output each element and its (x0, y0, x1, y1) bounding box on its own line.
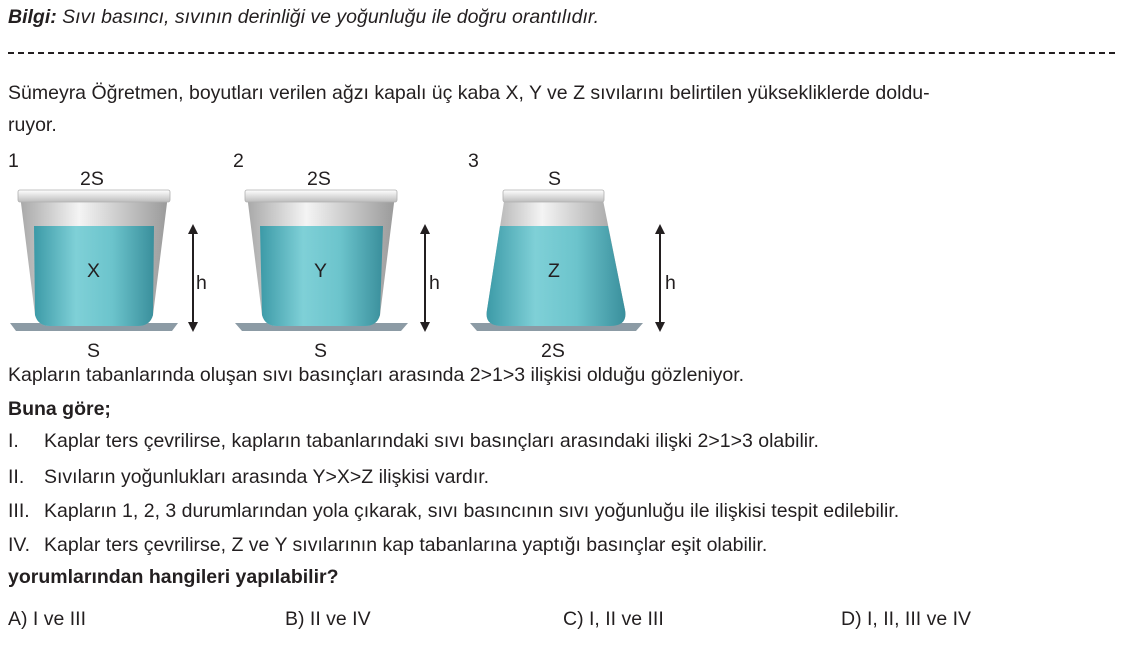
statement-text: Kapların 1, 2, 3 durumlarından yola çıkarak, sıvı basıncının sıvı yoğunluğu ile ilişkisi tespit edilebilir. (44, 500, 900, 522)
containers-figure (0, 140, 760, 362)
observation-text: Kapların tabanlarında oluşan sıvı basınçları arasında 2>1>3 ilişkisi olduğu gözleniyor. (8, 364, 745, 386)
info-label: Bilgi: (8, 6, 57, 28)
liquid-label-x: X (87, 260, 101, 282)
info-line (8, 6, 599, 29)
info-text: Sıvı basıncı, sıvının derinliği ve yoğunluğu ile doğru orantılıdır. (56, 6, 600, 28)
statement-number: IV. (8, 534, 31, 556)
liquid-label-z: Z (548, 260, 560, 282)
intro-line-2: ruyor. (8, 114, 57, 136)
bottom-area-2: S (314, 340, 328, 362)
option-d[interactable]: D) I, II, III ve IV (841, 608, 972, 630)
statement-text: Kaplar ters çevrilirse, Z ve Y sıvılarının kap tabanlarına yaptığı basınçlar eşit olabilir. (44, 534, 768, 556)
container-number-3: 3 (468, 150, 479, 172)
cup-rim-2 (245, 190, 397, 202)
container-number-1: 1 (8, 150, 19, 172)
cup-rim-1 (18, 190, 170, 202)
statement-text: Sıvıların yoğunlukları arasında Y>X>Z ilişkisi vardır. (44, 466, 490, 488)
top-area-3: S (548, 168, 562, 190)
bottom-area-1: S (87, 340, 101, 362)
option-a[interactable]: A) I ve III (8, 608, 87, 630)
top-area-2: 2S (307, 168, 331, 190)
option-b[interactable]: B) II ve IV (285, 608, 371, 630)
container-number-2: 2 (233, 150, 244, 172)
statement-text: Kaplar ters çevrilirse, kapların tabanlarındaki sıvı basınçları arasındaki ilişki 2>1>3 olabilir. (44, 430, 819, 452)
statement-1 (8, 430, 819, 453)
statement-2 (8, 466, 489, 489)
option-c[interactable]: C) I, II ve III (563, 608, 664, 630)
statement-3 (8, 500, 899, 523)
dashed-divider (8, 52, 1115, 54)
liquid-label-y: Y (314, 260, 328, 282)
statement-4 (8, 534, 767, 557)
question-lead: Buna göre; (8, 398, 111, 420)
intro-line-1: Sümeyra Öğretmen, boyutları verilen ağzı kapalı üç kaba X, Y ve Z sıvılarını belirtilen yüksekliklerde doldu- (8, 82, 930, 104)
height-label-3: h (665, 272, 676, 294)
cup-rim-3 (503, 190, 604, 202)
height-label-2: h (429, 272, 440, 294)
statement-number: II. (8, 466, 25, 488)
statement-number: III. (8, 500, 30, 522)
question-text: yorumlarından hangileri yapılabilir? (8, 566, 339, 588)
top-area-1: 2S (80, 168, 104, 190)
bottom-area-3: 2S (541, 340, 565, 362)
height-label-1: h (196, 272, 207, 294)
statement-number: I. (8, 430, 19, 452)
